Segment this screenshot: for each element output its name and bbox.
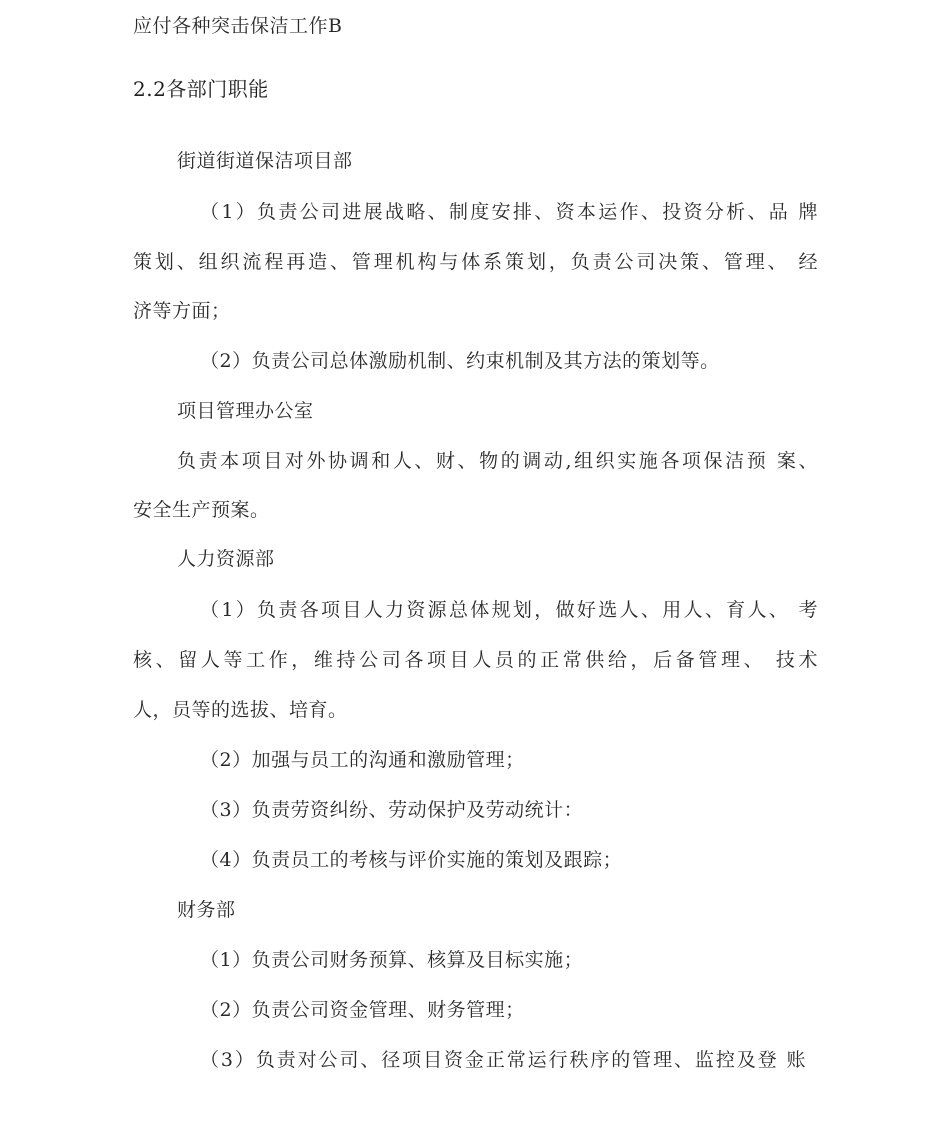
paragraph-line: （3）负责对公司、径项目资金正常运行秩序的管理、监控及登 账 (200, 1049, 806, 1071)
paragraph-line: （1）负责公司财务预算、核算及目标实施； (200, 949, 584, 971)
dept-street-cleaning-title: 街道街道保洁项目部 (177, 150, 353, 172)
paragraph-line: （2）负责公司资金管理、财务管理； (200, 999, 525, 1021)
paragraph-line: 人，员等的选拔、培育。 (133, 699, 348, 721)
section-heading: 2.2各部门职能 (133, 77, 269, 101)
paragraph-line: （2）负责公司总体激励机制、约束机制及其方法的策划等。 (200, 350, 720, 372)
paragraph-line: 济等方面； (133, 300, 231, 322)
paragraph-line: （3）负责劳资纠纷、劳动保护及劳动统计： (200, 799, 584, 821)
paragraph-line: 策划、组织流程再造、管理机构与体系策划，负责公司决策、管理、 经 (133, 251, 818, 273)
paragraph-line: 负责本项目对外协调和人、财、物的调动,组织实施各项保洁预 案、 (177, 450, 818, 472)
intro-line: 应付各种突击保洁工作B (133, 15, 343, 37)
paragraph-line: 核、留人等工作，维持公司各项目人员的正常供给，后备管理、 技术 (133, 649, 818, 671)
paragraph-line: 安全生产预案。 (133, 499, 270, 521)
dept-hr-title: 人力资源部 (177, 548, 275, 570)
paragraph-line: （1）负责各项目人力资源总体规划，做好选人、用人、育人、 考 (200, 599, 818, 621)
paragraph-line: （2）加强与员工的沟通和激励管理； (200, 749, 525, 771)
dept-finance-title: 财务部 (177, 899, 236, 921)
dept-project-office-title: 项目管理办公室 (177, 400, 314, 422)
paragraph-line: （1）负责公司进展战略、制度安排、资本运作、投资分析、品 牌 (200, 201, 818, 223)
paragraph-line: （4）负责员工的考核与评价实施的策划及跟踪； (200, 849, 623, 871)
